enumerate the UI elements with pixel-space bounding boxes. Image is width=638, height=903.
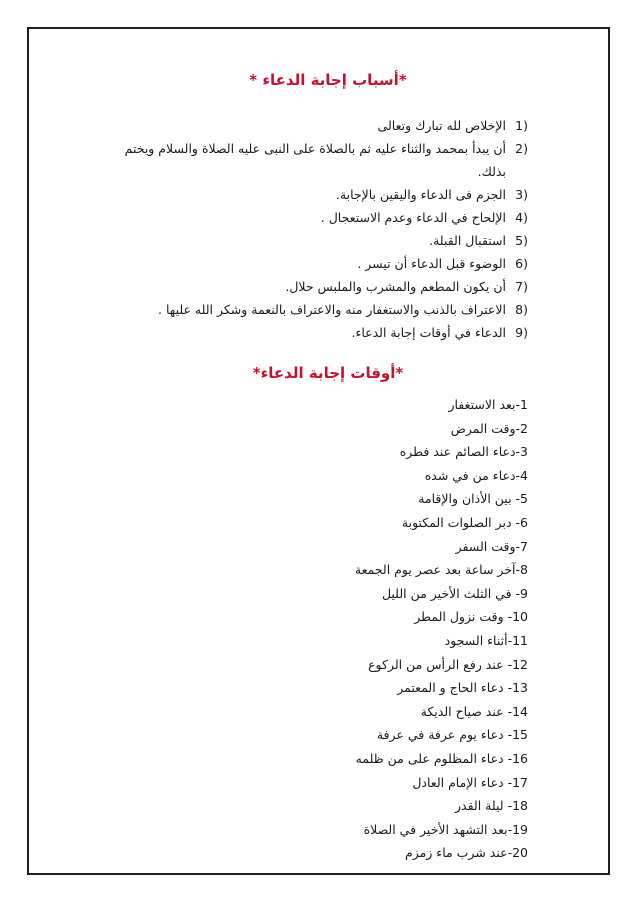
list-item: 5) استقبال القبلة. [429, 233, 528, 248]
list-item: 2-وقت المرض [450, 420, 528, 436]
list-item: 1-بعد الاستغفار [448, 397, 528, 412]
list-item: 6- دبر الصلوات المكتوبة [401, 514, 528, 530]
list-item: 7-وقت السفر [455, 538, 528, 554]
list-item: 3-دعاء الصائم عند فطره [399, 444, 528, 460]
list-item: 17- دعاء الإمام العادل [412, 774, 528, 790]
list-item: 18- ليلة القدر [455, 798, 528, 814]
list-item: 9- في الثلث الأخير من الليل [381, 585, 528, 601]
list-item: 7) أن يكون المطعم والمشرب والملبس حلال. [285, 279, 528, 294]
reasons-list [108, 114, 528, 344]
list-item: 13- دعاء الحاج و المعتمر [397, 680, 528, 696]
list-item: 12- عند رفع الرأس من الركوع [368, 656, 528, 672]
list-item: 16- دعاء المظلوم على من ظلمه [355, 750, 528, 766]
document-body [108, 70, 528, 865]
times-list [108, 393, 528, 865]
list-item: 1) الإخلاص لله تبارك وتعالى [377, 118, 528, 133]
reasons-heading: *أسباب إجابة الدعاء * [249, 71, 407, 89]
list-item: 5- بين الأذان والإقامة [418, 491, 528, 507]
list-item: 14- عند صياح الديكة [420, 703, 528, 719]
times-heading: *أوقات إجابة الدعاء* [252, 364, 404, 382]
list-item: 2) أن يبدأ بمحمد والثناء عليه ثم بالصلاة على النبى عليه الصلاة والسلام ويختم بذلك. [124, 141, 528, 179]
list-item: 19-بعد التشهد الأخير في الصلاة [363, 821, 528, 837]
list-item: 10- وقت نزول المطر [414, 609, 528, 625]
list-item: 9) الدعاء في أوقات إجابة الدعاء. [351, 325, 528, 340]
list-item: 3) الجزم فى الدعاء واليقين بالإجابة. [335, 187, 528, 202]
list-item: 8) الاعتراف بالذنب والاستغفار منه والاعتراف بالنعمة وشكر الله عليها . [158, 302, 528, 317]
list-item: 4) الإلحاح في الدعاء وعدم الاستعجال . [320, 210, 528, 225]
list-item: 11-أثناء السجود [444, 632, 528, 648]
list-item: 4-دعاء من في شده [424, 467, 528, 483]
list-item: 6) الوضوء قبل الدعاء أن تيسر . [357, 256, 528, 271]
list-item: 15- دعاء يوم عرفة في عرفة [376, 727, 528, 743]
list-item: 20-عند شرب ماء زمزم [404, 845, 528, 861]
list-item: 8-آخر ساعة بعد عصر يوم الجمعة [354, 562, 528, 578]
